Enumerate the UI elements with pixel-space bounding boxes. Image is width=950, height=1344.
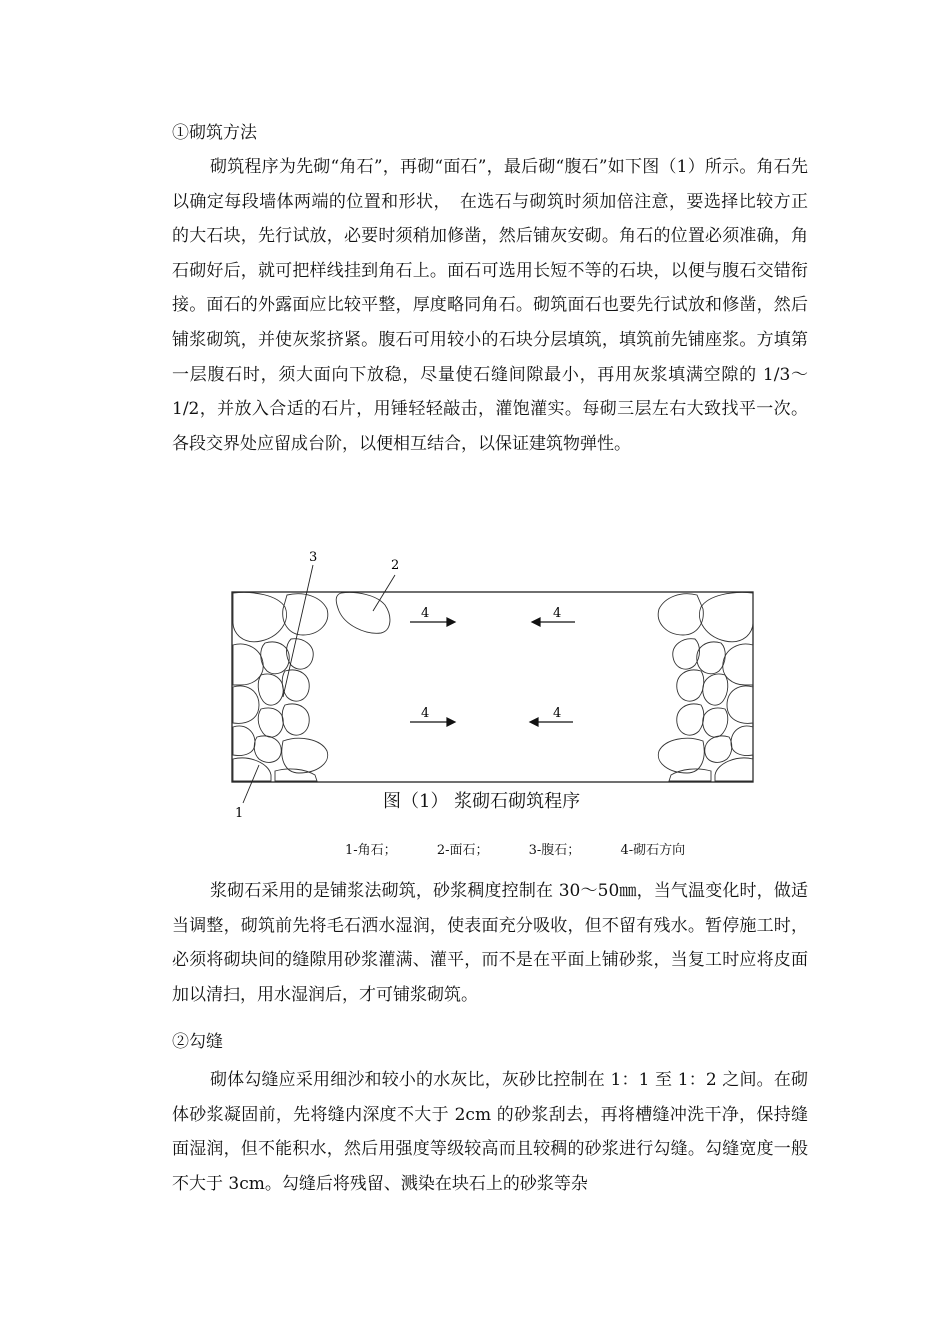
left-stones (233, 593, 390, 782)
label-3: 3 (309, 550, 318, 565)
paragraph-mortar-laying: 浆砌石采用的是铺浆法砌筑，砂浆稠度控制在 30～50㎜，当气温变化时，做适当调整，砌筑前先将毛石洒水湿润，使表面充分吸收，但不留有残水。暂停施工时，必须将砌块间的缝隙用砂浆灌满、灌平，而不是在平面上铺砂浆，当复工时应将皮面加以清扫，用水湿润后，才可铺浆砌筑。 (172, 881, 808, 1005)
direction-arrows (410, 618, 575, 726)
leader-lines (243, 565, 395, 803)
legend-item-face-stone: 2-面石； (436, 843, 489, 858)
masonry-diagram (225, 545, 765, 825)
section-heading-pointing: ②勾缝 (172, 1032, 223, 1052)
masonry-figure (225, 545, 765, 825)
legend-item-direction: 4-砌石方向 (620, 843, 686, 858)
arrow-label-top-right: 4 (553, 606, 562, 621)
right-stones (658, 593, 753, 781)
legend-item-belly-stone: 3-腹石； (528, 843, 581, 858)
label-1: 1 (235, 806, 244, 821)
section-heading-masonry-method: ①砌筑方法 (172, 123, 257, 143)
arrow-label-bottom-left: 4 (421, 706, 430, 721)
label-2: 2 (391, 558, 400, 573)
arrow-label-top-left: 4 (421, 606, 430, 621)
paragraph-masonry-procedure: 砌筑程序为先砌“角石”，再砌“面石”，最后砌“腹石”如下图（1）所示。角石先以确定每段墙体两端的位置和形状， 在选石与砌筑时须加倍注意，要选择比较方正的大石块，先行试放，必要时须稍加修凿，然后铺灰安砌。角石的位置必须准确，角石砌好后，就可把样线挂到角石上。面石可选用长短不等的石块，以便与腹石交错衔接。面石的外露面应比较平整，厚度略同角石。砌筑面石也要先行试放和修凿，然后铺浆砌筑，并使灰浆挤紧。腹石可用较小的石块分层填筑，填筑前先铺座浆。方填第一层腹石时，须大面向下放稳，尽量使石缝间隙最小，再用灰浆填满空隙的 1/3～1/2，并放入合适的石片，用锤轻轻敲击，灌饱灌实。每砌三层左右大致找平一次。各段交界处应留成台阶，以便相互结合，以保证建筑物弹性。 (172, 157, 808, 454)
paragraph-pointing: 砌体勾缝应采用细沙和较小的水灰比，灰砂比控制在 1：1 至 1：2 之间。在砌体砂浆凝固前，先将缝内深度不大于 2cm 的砂浆刮去，再将槽缝冲洗干净，保持缝面湿润，但不能积水，然后用强度等级较高而且较稠的砂浆进行勾缝。勾缝宽度一般不大于 3cm。勾缝后将残留、溅染在块石上的砂浆等杂 (172, 1070, 808, 1194)
wall-outline (232, 592, 753, 782)
legend-item-corner-stone: 1-角石； (345, 843, 397, 858)
figure-legend (345, 842, 721, 860)
arrow-label-bottom-right: 4 (553, 706, 562, 721)
figure-caption: 图（1） 浆砌石砌筑程序 (383, 791, 581, 812)
